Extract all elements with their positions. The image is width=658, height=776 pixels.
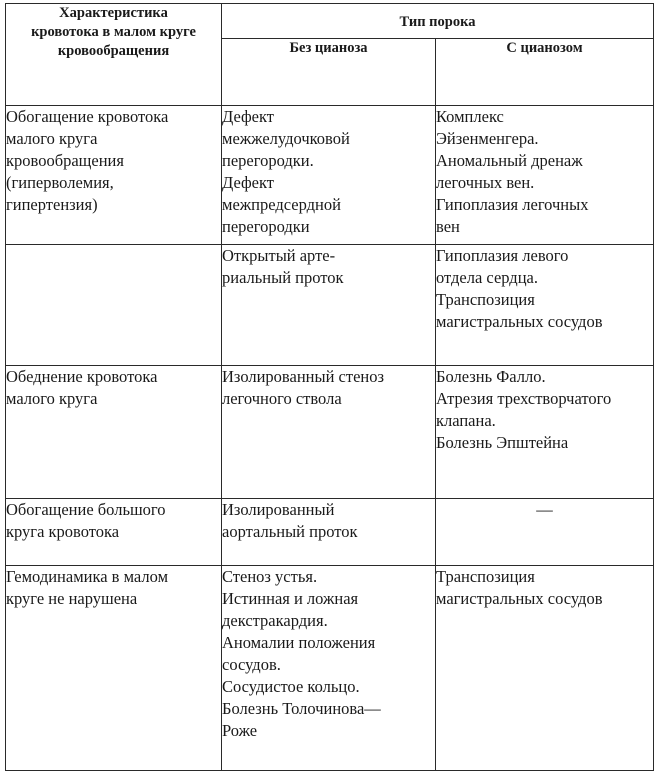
cell-line: Болезнь Эпштейна: [436, 433, 569, 452]
empty-dash: —: [536, 500, 553, 519]
cell-line: Комплекс: [436, 107, 504, 126]
header-characteristic: [6, 4, 222, 106]
cell-line: Аномальный дренаж: [436, 151, 583, 170]
cell-line: Дефект: [222, 107, 275, 126]
cell-line: Транспозиция: [436, 290, 535, 309]
cell-line: Гипоплазия легочных: [436, 195, 589, 214]
cell-line: Изолированный: [222, 500, 335, 519]
cell-line: Роже: [222, 721, 258, 740]
row-2-characteristic: [6, 245, 222, 366]
cell-line: Истинная и ложная: [222, 589, 359, 608]
cell-line: перегородки.: [222, 151, 314, 170]
cell-line: легочного ствола: [222, 389, 342, 408]
cell-line: круге не нарушена: [6, 589, 138, 608]
cell-line: гипертензия): [6, 195, 98, 214]
row-4-characteristic: [6, 499, 222, 566]
cell-line: Обогащение кровотока: [6, 107, 169, 126]
cell-line: риальный проток: [222, 268, 344, 287]
cell-line: межжелудочковой: [222, 129, 350, 148]
cell-line: Болезнь Толочинова—: [222, 699, 381, 718]
cell-line: Изолированный стеноз: [222, 367, 384, 386]
header-characteristic-line: кровотока в малом круге: [31, 24, 196, 40]
cell-line: Открытый арте-: [222, 246, 336, 265]
cell-line: магистральных сосудов: [436, 312, 603, 331]
row-5-without-cyanosis: [222, 566, 436, 771]
cell-line: Стеноз устья.: [222, 567, 318, 586]
row-3-with-cyanosis: [436, 366, 654, 499]
cell-line: Дефект: [222, 173, 275, 192]
cell-line: кровообращения: [6, 151, 124, 170]
cell-line: Гемодинамика в малом: [6, 567, 169, 586]
cell-line: Аномалии положения: [222, 633, 376, 652]
row-5-with-cyanosis: [436, 566, 654, 771]
header-without-cyanosis: Без цианоза: [222, 39, 436, 106]
row-2-without-cyanosis: [222, 245, 436, 366]
row-2-with-cyanosis: [436, 245, 654, 366]
cell-line: аортальный проток: [222, 522, 358, 541]
cell-line: Атрезия трехстворчатого: [436, 389, 612, 408]
cell-line: сосудов.: [222, 655, 281, 674]
cell-line: малого круга: [6, 389, 98, 408]
cell-line: клапана.: [436, 411, 496, 430]
header-characteristic-line: Характеристика: [59, 5, 168, 21]
heart-defects-table: [5, 3, 654, 771]
header-with-cyanosis: С цианозом: [436, 39, 654, 106]
cell-line: Транспозиция: [436, 567, 535, 586]
row-4-with-cyanosis: [436, 499, 654, 566]
row-5-characteristic: [6, 566, 222, 771]
cell-line: Сосудистое кольцо.: [222, 677, 360, 696]
header-defect-type: Тип порока: [222, 4, 654, 39]
cell-line: перегородки: [222, 217, 310, 236]
row-1-without-cyanosis: [222, 106, 436, 245]
cell-line: Обеднение кровотока: [6, 367, 158, 386]
cell-line: отдела сердца.: [436, 268, 538, 287]
cell-line: Гипоплазия левого: [436, 246, 569, 265]
header-characteristic-line: кровообращения: [57, 43, 170, 59]
cell-line: Болезнь Фалло.: [436, 367, 546, 386]
cell-line: магистральных сосудов: [436, 589, 603, 608]
cell-line: вен: [436, 217, 460, 236]
cell-line: декстракардия.: [222, 611, 328, 630]
row-1-characteristic: [6, 106, 222, 245]
cell-line: круга кровотока: [6, 522, 120, 541]
row-3-characteristic: [6, 366, 222, 499]
row-4-without-cyanosis: [222, 499, 436, 566]
row-3-without-cyanosis: [222, 366, 436, 499]
cell-line: (гиперволемия,: [6, 173, 114, 192]
cell-line: Обогащение большого: [6, 500, 166, 519]
cell-line: Эйзенменгера.: [436, 129, 539, 148]
cell-line: легочных вен.: [436, 173, 535, 192]
cell-line: малого круга: [6, 129, 98, 148]
row-1-with-cyanosis: [436, 106, 654, 245]
cell-line: межпредсердной: [222, 195, 341, 214]
